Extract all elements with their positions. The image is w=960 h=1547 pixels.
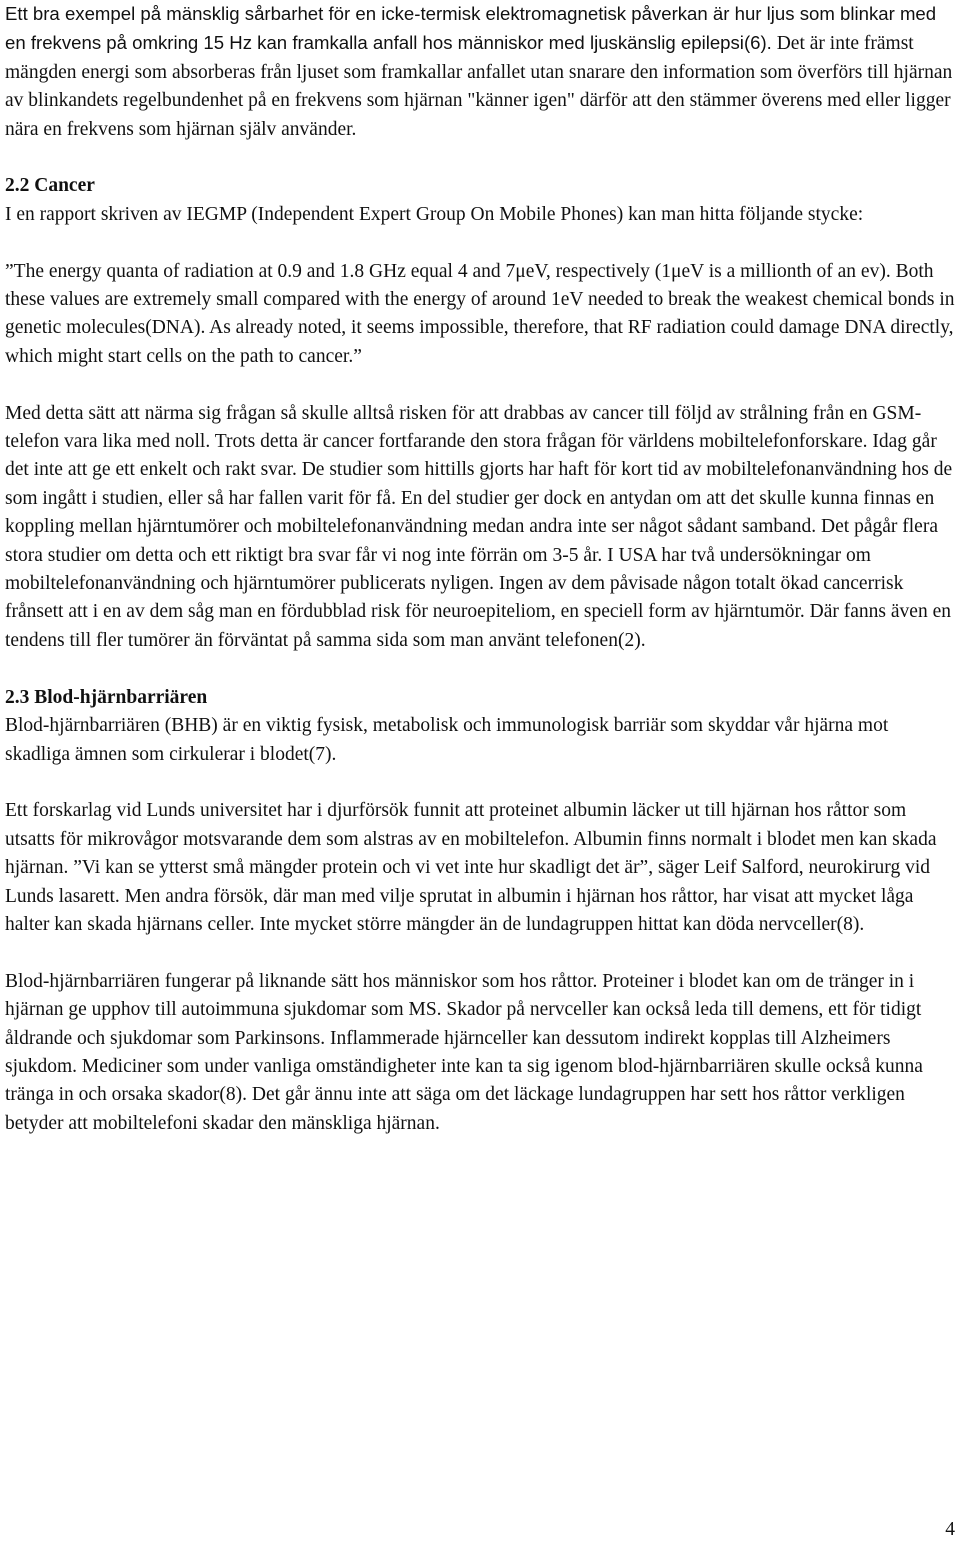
bbb-lund-paragraph: Ett forskarlag vid Lunds universitet har i djurförsök funnit att proteinet albumin läcker ut till hjärnan hos råttor som utsatts för mikrovågor motsvarande dem som alstras av en mobiltelefon. Albumin finns normalt i blodet men kan skada hjärnan. ”Vi kan se ytterst små mängder protein och vi vet inte hur skadligt det är”, säger Leif Salford, neurokirurg vid Lunds lasarett. Men andra försök, där man med vilje sprutat in albumin i hjärnan hos råttor, har visat att mycket låga halter kan skada hjärnans celler. Inte mycket större mängder än de lundagruppen hittat kan döda nervceller(8). (5, 800, 937, 935)
paragraph-spacer (5, 144, 957, 172)
paragraph-spacer (5, 769, 957, 797)
cancer-body-paragraph: Med detta sätt att närma sig frågan så skulle alltså risken för att drabbas av cancer till följd av strålning från en GSM-telefon vara lika med noll. Trots detta är cancer fortfarande den stora frågan för världens mobiltelefonforskare. Idag går det inte att ge ett enkelt och rakt svar. De studier som hittills gjorts har haft för kort tid av mobiltelefonanvändning hos de som ingått i studien, eller så har fallen varit för få. En del studier ger dock en antydan om att det skulle kunna finnas en koppling mellan hjärntumörer och mobiltelefonanvändning medan andra inte ser något sådant samband. Det pågår flera stora studier om detta och ett riktigt bra svar får vi nog inte förrän om 3-5 år. I USA har två undersökningar om mobiltelefonanvändning och hjärntumörer publicerats nyligen. Ingen av dem påvisade någon totalt ökad cancerrisk frånsett att i en av dem såg man en fördubblad risk för neuroepiteliom, en speciell form av hjärntumör. Där fanns även en tendens till fler tumörer än förväntat på samma sida som man använt telefonen(2). (5, 402, 953, 651)
intro-serif-text: Det är inte främst mängden energi som absorberas från ljuset som framkallar anfallet utan snarare den information som överförs till hjärnan av blinkandets regelbundenhet på en frekvens som hjärnan "känner igen" därför att den stämmer överens med eller ligger nära en frekvens som hjärnan själv använder. (5, 33, 953, 140)
section-heading-cancer: 2.2 Cancer (5, 175, 95, 197)
cancer-intro-paragraph: I en rapport skriven av IEGMP (Independent Expert Group On Mobile Phones) kan man hitta följande stycke: (5, 203, 864, 225)
intro-paragraph (5, 0, 957, 144)
section-heading-blood-brain-barrier: 2.3 Blod-hjärnbarriären (5, 686, 208, 708)
paragraph-spacer (5, 939, 957, 967)
bbb-intro-paragraph: Blod-hjärnbarriären (BHB) är en viktig fysisk, metabolisk och immunologisk barriär som skyddar vår hjärna mot skadliga ämnen som cirkulerar i blodet(7). (5, 715, 889, 765)
iegmp-quote-paragraph: ”The energy quanta of radiation at 0.9 and 1.8 GHz equal 4 and 7μeV, respectively (1μeV is a millionth of an ev). Both these values are extremely small compared with the energy of around 1eV needed to break the weakest chemical bonds in genetic molecules(DNA). As already noted, it seems impossible, therefore, that RF radiation could damage DNA directly, which might start cells on the path to cancer.” (5, 260, 955, 367)
document-page (5, 0, 957, 1138)
paragraph-spacer (5, 371, 957, 399)
page-number: 4 (945, 1519, 955, 1540)
paragraph-spacer (5, 229, 957, 257)
bbb-human-paragraph: Blod-hjärnbarriären fungerar på liknande sätt hos människor som hos råttor. Proteiner i blodet kan om de tränger in i hjärnan ge upphov till autoimmuna sjukdomar som MS. Skador på nervceller kan också leda till demens, ett för tidigt åldrande och sjukdomar som Parkinsons. Inflammerade hjärnceller kan dessutom indirekt kopplas till Alzheimers sjukdom. Mediciner som under vanliga omständigheter inte kan ta sig igenom blod-hjärnbarriären skulle också kunna tränga in och orsaka skador(8). Det går ännu inte att säga om det läckage lundagruppen har sett hos råttor verkligen betyder att mobiltelefoni skadar den mänskliga hjärnan. (5, 970, 923, 1134)
paragraph-spacer (5, 655, 957, 683)
intro-sans-text: Ett bra exempel på mänsklig sårbarhet för en icke-termisk elektromagnetisk påverkan är hur ljus som blinkar med en frekvens på omkring 15 Hz kan framkalla anfall hos människor med ljuskänslig epilepsi(6). (5, 3, 937, 54)
